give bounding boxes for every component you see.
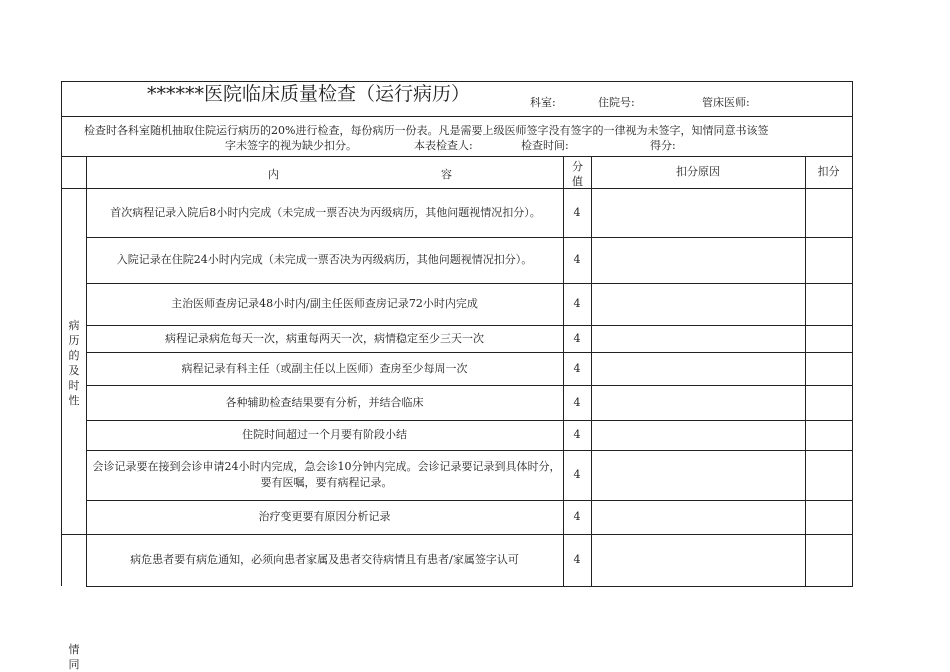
content-header-a: 内 bbox=[268, 168, 279, 181]
admission-number-label: 住院号: bbox=[598, 96, 635, 109]
category-label-consent: 情 同 bbox=[68, 643, 80, 671]
table-row-score: 4 bbox=[573, 331, 581, 345]
table-row-content: 病程记录病危每天一次，病重每两天一次，病情稳定至少三天一次 bbox=[165, 331, 484, 345]
table-row-score: 4 bbox=[573, 510, 581, 523]
table-row-score: 4 bbox=[573, 428, 581, 441]
inspector-label: 本表检查人: bbox=[414, 139, 473, 152]
score-header-a: 分 bbox=[572, 160, 583, 173]
table-row-content: 入院记录在住院24小时内完成（未完成一票否决为丙级病历，其他问题视情况扣分）。 bbox=[116, 253, 533, 266]
reason-column-line bbox=[591, 156, 592, 587]
table-row-content: 住院时间超过一个月要有阶段小结 bbox=[242, 428, 407, 441]
page-title: ******医院临床质量检查（运行病历） bbox=[147, 83, 471, 105]
table-row-content: 各种辅助检查结果要有分析，并结合临床 bbox=[225, 395, 424, 409]
attending-doctor-label: 管床医师: bbox=[702, 96, 750, 109]
table-row-content: 会诊记录要在接到会诊申请24小时内完成，急会诊10分钟内完成。会诊记录要记录到具体时分，要有医嘱，要有病程记录。 bbox=[92, 460, 561, 489]
score-total-label: 得分: bbox=[650, 139, 676, 152]
frame-right-line bbox=[852, 81, 853, 587]
table-row-score: 4 bbox=[573, 468, 581, 481]
score-header-b: 值 bbox=[572, 175, 583, 188]
inspection-time-label: 检查时间: bbox=[521, 139, 569, 152]
frame-left-line bbox=[61, 81, 62, 586]
deduct-header: 扣分 bbox=[817, 165, 840, 178]
table-row-content: 首次病程记录入院后8小时内完成（未完成一票否决为丙级病历，其他问题视情况扣分）。 bbox=[110, 205, 541, 219]
reason-header: 扣分原因 bbox=[676, 165, 720, 178]
table-row-score: 4 bbox=[573, 361, 581, 375]
table-row-score: 4 bbox=[573, 205, 581, 219]
table-row-content: 主治医师查房记录48小时内/副主任医师查房记录72小时内完成 bbox=[171, 297, 478, 310]
header-divider bbox=[61, 116, 853, 117]
table-row-content: 治疗变更要有原因分析记录 bbox=[258, 510, 391, 523]
table-bottom-line bbox=[86, 586, 853, 587]
table-row-score: 4 bbox=[573, 297, 581, 310]
department-label: 科室: bbox=[530, 96, 556, 109]
deduct-column-line bbox=[805, 156, 806, 587]
instructions-line-1: 检查时各科室随机抽取住院运行病历的20%进行检查，每份病历一份表。凡是需要上级医师签字没有签字的一律视为未签字，知情同意书该签 bbox=[84, 124, 769, 137]
table-row-score: 4 bbox=[573, 253, 581, 266]
table-row-content: 病危患者要有病危通知，必须向患者家属及患者交待病情且有患者/家属签字认可 bbox=[130, 553, 519, 566]
table-row-content: 病程记录有科主任（或副主任以上医师）查房至少每周一次 bbox=[181, 361, 468, 375]
category-label-timeliness: 病 历 的 及 时 性 bbox=[68, 319, 80, 407]
table-row-score: 4 bbox=[573, 395, 581, 409]
content-header-b: 容 bbox=[441, 168, 452, 181]
table-row-score: 4 bbox=[573, 553, 581, 566]
instructions-line-2: 字未签字的视为缺少扣分。 bbox=[225, 139, 357, 152]
